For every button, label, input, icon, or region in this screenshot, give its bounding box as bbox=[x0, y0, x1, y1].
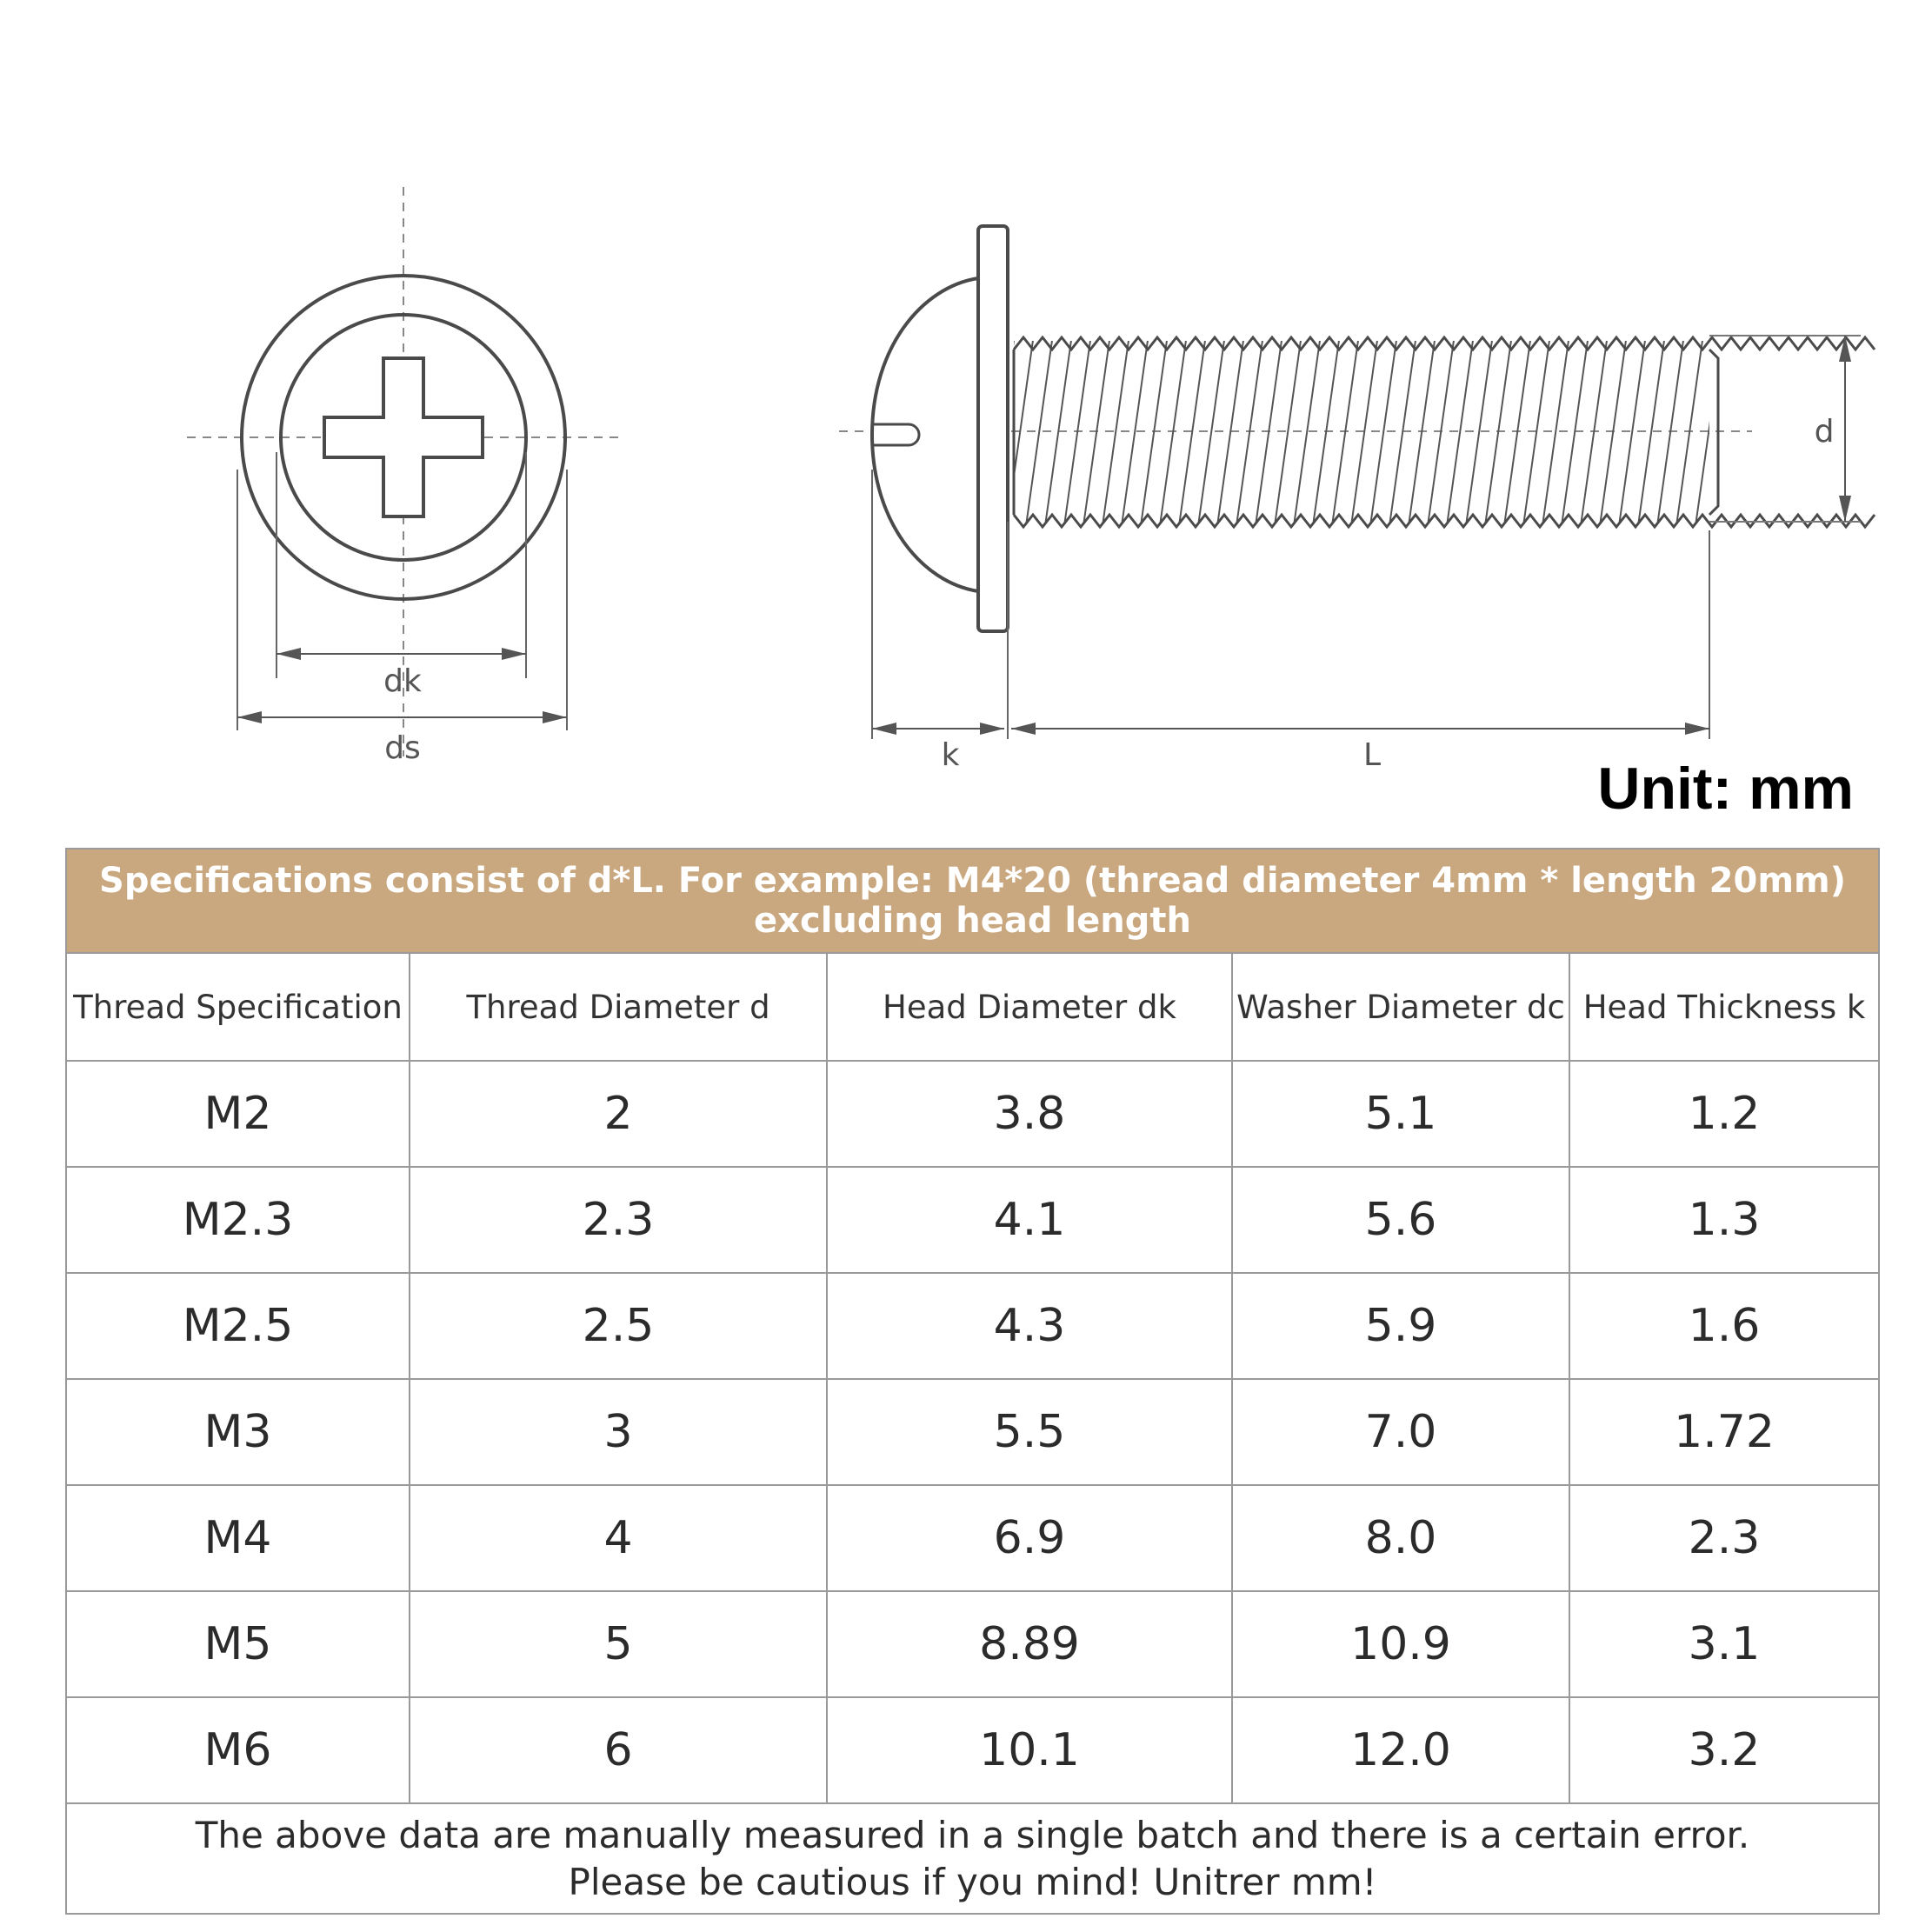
dim-label-d: d bbox=[1814, 414, 1835, 450]
cell-dc: 5.1 bbox=[1232, 1061, 1569, 1167]
cell-dk: 3.8 bbox=[827, 1061, 1232, 1167]
cell-k: 1.72 bbox=[1569, 1379, 1879, 1485]
cell-k: 1.6 bbox=[1569, 1273, 1879, 1379]
cell-dc: 5.9 bbox=[1232, 1273, 1569, 1379]
cell-d: 4 bbox=[410, 1485, 827, 1591]
table-row bbox=[66, 1273, 1879, 1379]
cell-k: 1.2 bbox=[1569, 1061, 1879, 1167]
dim-label-L: L bbox=[1362, 737, 1382, 773]
cell-dc: 5.6 bbox=[1232, 1167, 1569, 1273]
cell-spec: M3 bbox=[66, 1379, 410, 1485]
cell-dc: 10.9 bbox=[1232, 1591, 1569, 1697]
cell-k: 1.3 bbox=[1569, 1167, 1879, 1273]
cell-spec: M4 bbox=[66, 1485, 410, 1591]
col-header-thread-diameter: Thread Diameter d bbox=[410, 953, 827, 1061]
dim-label-k: k bbox=[941, 737, 960, 773]
cell-d: 5 bbox=[410, 1591, 827, 1697]
screw-side-view bbox=[839, 226, 1875, 739]
cell-dk: 10.1 bbox=[827, 1697, 1232, 1803]
cell-spec: M2 bbox=[66, 1061, 410, 1167]
table-row bbox=[66, 1697, 1879, 1803]
col-header-thread-spec: Thread Specification bbox=[66, 953, 410, 1061]
cell-dk: 6.9 bbox=[827, 1485, 1232, 1591]
washer-flange bbox=[978, 226, 1008, 631]
col-header-head-thickness: Head Thickness k bbox=[1569, 953, 1879, 1061]
cell-dk: 4.1 bbox=[827, 1167, 1232, 1273]
cell-d: 2.5 bbox=[410, 1273, 827, 1379]
screw-technical-drawing bbox=[0, 0, 1932, 817]
unit-label: Unit: mm bbox=[1597, 756, 1854, 822]
cell-d: 2 bbox=[410, 1061, 827, 1167]
table-row bbox=[66, 1167, 1879, 1273]
dim-label-ds: ds bbox=[384, 730, 421, 766]
cell-dc: 12.0 bbox=[1232, 1697, 1569, 1803]
table-row bbox=[66, 1379, 1879, 1485]
table-row bbox=[66, 1591, 1879, 1697]
cell-d: 6 bbox=[410, 1697, 827, 1803]
cell-dc: 7.0 bbox=[1232, 1379, 1569, 1485]
cell-spec: M6 bbox=[66, 1697, 410, 1803]
thread-body bbox=[1014, 341, 1709, 523]
table-banner: Specifications consist of d*L. For example: M4*20 (thread diameter 4mm * length 20mm) excluding head length bbox=[66, 849, 1879, 953]
cell-d: 3 bbox=[410, 1379, 827, 1485]
spec-table bbox=[65, 848, 1880, 1915]
cell-spec: M5 bbox=[66, 1591, 410, 1697]
footnote-line-2: Please be cautious if you mind! Unitrer mm! bbox=[568, 1860, 1377, 1903]
cell-dc: 8.0 bbox=[1232, 1485, 1569, 1591]
cell-spec: M2.5 bbox=[66, 1273, 410, 1379]
cell-dk: 4.3 bbox=[827, 1273, 1232, 1379]
col-header-head-diameter: Head Diameter dk bbox=[827, 953, 1232, 1061]
col-header-washer-diameter: Washer Diameter dc bbox=[1232, 953, 1569, 1061]
cell-dk: 5.5 bbox=[827, 1379, 1232, 1485]
table-footnote bbox=[66, 1803, 1879, 1914]
cell-k: 3.1 bbox=[1569, 1591, 1879, 1697]
table-row bbox=[66, 1485, 1879, 1591]
phillips-cross-icon bbox=[324, 358, 483, 516]
cell-k: 3.2 bbox=[1569, 1697, 1879, 1803]
dim-label-dk: dk bbox=[383, 663, 422, 699]
footnote-line-1: The above data are manually measured in a single batch and there is a certain error. bbox=[195, 1813, 1750, 1856]
table-header-row bbox=[66, 953, 1879, 1061]
cell-d: 2.3 bbox=[410, 1167, 827, 1273]
cell-spec: M2.3 bbox=[66, 1167, 410, 1273]
dome-head bbox=[872, 278, 978, 591]
cell-k: 2.3 bbox=[1569, 1485, 1879, 1591]
table-row bbox=[66, 1061, 1879, 1167]
cell-dk: 8.89 bbox=[827, 1591, 1232, 1697]
